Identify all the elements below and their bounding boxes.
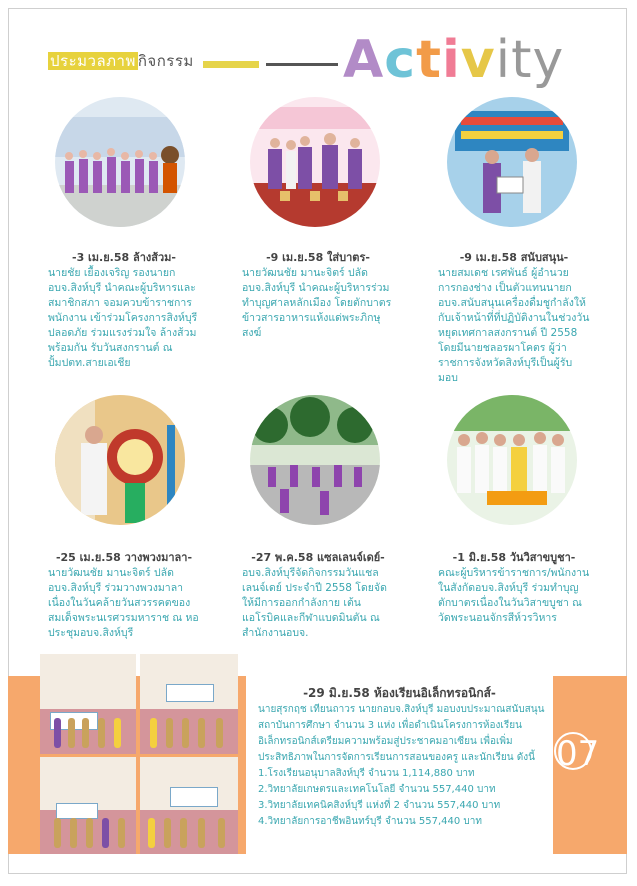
feature-body [258, 702, 548, 830]
photo-cheque-3 [40, 757, 136, 854]
photo-support-drinks [447, 97, 577, 227]
section-label: ประมวลภาพ กิจกรรม [50, 52, 194, 70]
feature-intro: นายสุรกฤช เทียนถาวร นายกอบจ.สิงห์บุรี มอบงบประมาณสนับสนุนสถาบันการศึกษา จำนวน 3 แห่ง เพื่อดำเนินโครงการห้องเรียนอิเล็กทรอนิกส์เตรียมความพร้อมสู่ประชาคมอาเซียน เพื่อเพิ่มประสิทธิภาพในการจัดการเรียนการสอนของครู และนักเรียน ดังนี้ [258, 704, 545, 763]
photo-cheque-4 [140, 757, 238, 854]
event-caption-1: -3 เม.ย.58 ล้างส้วม- นายชัย เยื้องเจริญ รองนายกอบจ.สิงห์บุรี นำคณะผู้บริหารและสมาชิกสภา จอมควบข้าราชการ พนักงาน เข้าร่วมโครงการสิงห์บุรี ปลอดภัย ร่วมแรงร่วมใจ ล้างส้วม พร้อมกัน รับวันสงกรานต์ ณ ปั้มปตท.สายเอเชีย [48, 251, 198, 369]
feature-item: 3.วิทยาลัยเทคนิคสิงห์บุรี แห่งที่ 2 จำนวน 557,440 บาท [258, 800, 501, 811]
photo-challenge-day [250, 395, 380, 525]
photo-visakha-bucha [447, 395, 577, 525]
event-caption-6: -1 มิ.ย.58 วันวิสาขบูชา- คณะผู้บริหารข้าราชการ/พนักงานในสังกัดอบจ.สิงห์บุรี ร่วมทำบุญตักบาตรเนื่องในวันวิสาขบูชา ณ วัดพระนอนจักรสีห์วรวิหาร [438, 551, 590, 624]
feature-item: 2.วิทยาลัยเกษตรและเทคโนโลยี จำนวน 557,440 บาท [258, 784, 496, 795]
feature-title: -29 มิ.ย.58 ห้องเรียนอิเล็กทรอนิกส์- [303, 686, 496, 700]
photo-cheque-2 [140, 654, 238, 754]
event-caption-4: -25 เม.ย.58 วางพวงมาลา- นายวัฒนชัย มานะจิตร์ ปลัดอบจ.สิงห์บุรี ร่วมวางพวงมาลา เนื่องในวันคล้ายวันสวรรคตของสมเด็จพระนเรศวรมหาราช ณ หอประชุมอบจ.สิงห์บุรี [48, 551, 199, 639]
page-number: 07 [556, 734, 600, 774]
event-caption-2: -9 เม.ย.58 ใส่บาตร- นายวัฒนชัย มานะจิตร์ ปลัดอบจ.สิงห์บุรี นำคณะผู้บริหารร่วมทำบุญศาลหลักเมือง โดยตักบาตรข้าวสารอาหารแห้งแด่พระภิกษุสงฆ์ [242, 251, 392, 339]
photo-cheque-1 [40, 654, 136, 754]
activity-title: Activity [343, 30, 565, 90]
header-rule-yellow [203, 61, 259, 68]
event-caption-5: -27 พ.ค.58 แซลเลนจ์เดย์- อบจ.สิงห์บุรีจัดกิจกรรมวันแชลเลนจ์เดย์ ประจำปี 2558 โดยจัดให้มีการออกกำลังกาย เต้นแอโรบิคและกีฬาแบดมินตัน ณ สำนักงานอบจ. [242, 551, 387, 639]
photo-cleaning [55, 97, 185, 227]
feature-item: 1.โรงเรียนอนุบาลสิงห์บุรี จำนวน 1,114,880 บาท [258, 768, 475, 779]
header-rule-dark [266, 63, 338, 66]
photo-almsgiving [250, 97, 380, 227]
feature-item: 4.วิทยาลัยการอาชีพอินทร์บุรี จำนวน 557,440 บาท [258, 816, 482, 827]
event-caption-3: -9 เม.ย.58 สนับสนุน- นายสมเดช เรศพันธ์ ผู้อำนวยการกองช่าง เป็นตัวแทนนายกอบจ.สนับสนุนเครื่องดื่มชูกำลังให้กับเจ้าหน้าที่ที่ปฏิบัติงานในช่วงวันหยุดเทศกาลสงกรานต์ ปี 2558 โดยมีนายชลอรผาโคตร ผู้ว่าราชการจังหวัดสิงห์บุรีเป็นผู้รับมอบ [438, 251, 590, 384]
photo-wreath [55, 395, 185, 525]
